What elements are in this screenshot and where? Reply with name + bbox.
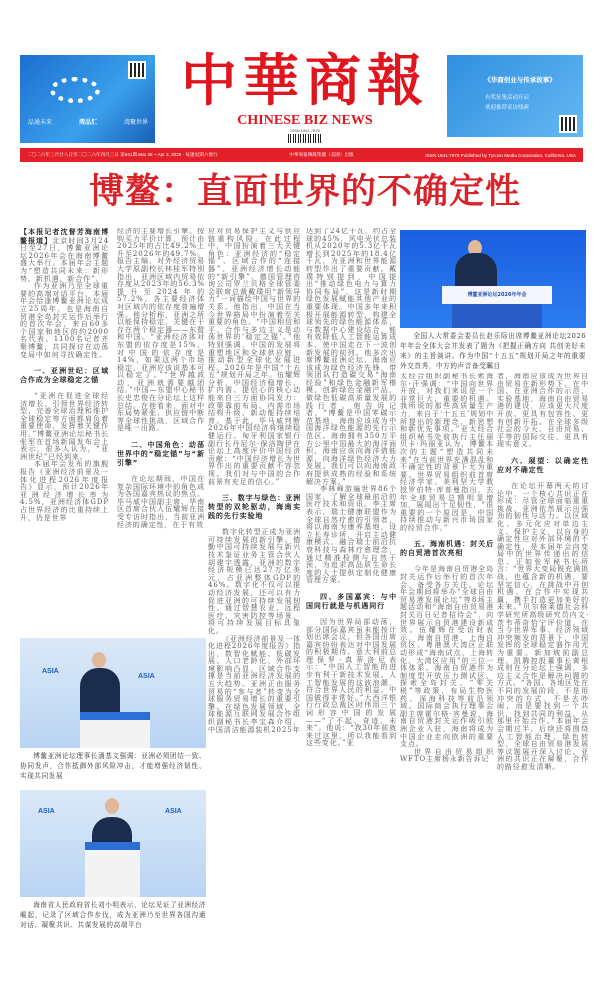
- section-heading-5: 五、海南机遇：封关后的自贸港首次亮相: [400, 540, 494, 558]
- paragraph: 经济的主要增长引擎。按购买力平价计算，预计由2025年的占比49.2%上升至2026年的49.7%。报告主编、对外经济贸易大学原副校长林桂军特别指出，亚洲区域内贸易依存度从2023年的56.3%提升至2024年的57.2%，各主要经济体对区域内的依存度普遍增强。他分析称，亚洲之所以能保持稳定，关键在于存在两个稳定器——东盟和中国。“亚洲经济体对东盟的依存度是15%，对中国的依存度是14%，如果这两个市场稳定，亚洲应该说基本可以稳定了。”“世界越波动，亚洲就需要越团结。”中国—东盟中心秘书长史忠俊在分论坛上这样总结。在他看来，面对中东局势紧张、供应链中断等全球性挑战，区域合作是唯一出路。: [117, 228, 205, 433]
- article-column-2: [117, 228, 205, 630]
- section-heading-1: 一、亚洲世纪：区域合作成为全球稳定之锚: [20, 367, 109, 385]
- paragraph: 李林峰游遍世界86个国家，了解全球最前沿的医疗技术和资讯。李主席表示，瑞士健康联盟作为全球自然疗愈的引领者，将以海南为康养基地，设立长寿诊所，开启主动健康模式，融合瑞士前沿抗衰科技与森林疗愈理念，通过精准检测与自然干预，为追求高品质生命长度的人士提供定制化健康管理方案。: [306, 485, 397, 585]
- asia-logo: ASIA: [42, 668, 59, 675]
- infinity-logo-icon: [50, 77, 100, 103]
- paragraph: 今年是海南自贸港全岛封关运作后举行的首次年会，备受各方关注。论坛年会期间将举办“全球自由贸易港发展论坛”等8场主题活动和“海南自由贸易港封关百日记者招待会”，向世界展示自贸港建设新成效。伍耀辉在受访时表示，海南自贸港、上海自贸区、粤港澳大湾区正联动形成“海南试点、上海转化、大湾区应用”的三位一体体系。海南自贸港作为制度型开放压力测试区，探索全岛封关、“零关税”等政策，布局生物医药、深海科技等前沿领域。国际商会执行理事会副主席霍尔格·宾曼说，海南自贸港封关运作吸引欧洲企业入驻，海南将成为中国企业走向欧洲的重要支点。: [400, 565, 494, 749]
- barcode-icon: [288, 134, 322, 143]
- paragraph-text: 北京时间3月24日至27日，博鳌亚洲论坛2026年会在海南博鳌盛大举行。本届年会主题为“塑造共同未来：新形势、新机遇、新合作”。: [20, 236, 109, 283]
- right-advertisement[interactable]: [447, 55, 583, 137]
- paragraph: 太经合组织副秘书长索海尔·汗强调：“中国向世界开放，对我们来说是一个非常巨大、重要的机遇。我所说的那些高质量生产力，来自于‘十五五’规划中所提出的新理念、新思想和新优先事项。”亚太经合组织秘书处前执行主任丽贝卡·玛丽亚认为，博鳌本次的主题“塑造共同未来”在当前世界充满混乱和不确定性的背景下尤为重要。世界贸易组织前首席经济学家、美利坚大学教授罗伯特·库普曼指出，去年全球贸易总额明显增加，展现出十足韧性，“很重要的一个原因是，中国持续推动与新兴市场国家的经贸合作。”: [400, 373, 494, 532]
- podium: [452, 304, 542, 328]
- photo-caption: 博鳌亚洲论坛理事长潘基文强调：亚洲必须团结一致、协同发声，合作抵御外部风险冲击，才能增强经济韧性、实现共同发展: [20, 752, 206, 780]
- asia-logo: ASIA: [38, 808, 55, 815]
- paragraph: 者，海南应该成为世界自由贸易在新形势下、在中国、在亚洲合作的示范、实验基地，海南自由贸易港的建设，应该更大尺度开放、更具有包容性、更有创新开拓。在全球多级社会的今天，自由贸易、平等的国际交往，更具有现实意义。: [497, 373, 589, 449]
- masthead-logo: 中華商報: [181, 50, 429, 112]
- qr-code-icon: [559, 115, 577, 133]
- podium-banner: 博鳌亚洲论坛2026年年会: [442, 286, 552, 304]
- speaker-head: [105, 798, 119, 814]
- section-heading-2: 二、中国角色：动荡世界中的“稳定锚”与“新引擎”: [117, 441, 205, 468]
- paragraph: 在论坛期间，中国在复杂国际环境中的角色成为各国嘉宾热议的焦点。毕马威中国副主席、华南区首席合伙人伍耀辉在接受专访时指出，当前亚洲经济的确定性，在于有效: [117, 475, 205, 529]
- paragraph: 数字化转型正成为亚洲可持续发展的新引擎。德勤中国可持续发展与新兴技术鉴证业务主管合伙人胡建宇透露，亚洲的数字经济规模已达27万亿美元，占亚洲整体GDP的46%。数字化不仅可以推动经济发展，还可以有力促进亚洲的可持续发展韧性。通过智慧农业、远程医疗、灾害防控等场景，将可持续发展目标具象化。: [208, 528, 301, 635]
- photo-zhao-leji: [400, 230, 586, 328]
- speaker-head: [92, 652, 106, 668]
- paragraph: “亚洲在促进全球经济增长、引领世界经济转型、完善全球治理和维护全球稳定等方面都肩负着重要使命，发挥着关键作用。”博鳌亚洲论坛秘书长张军在首场新闻发布会上表示，很多人认为，“亚洲世纪”已经到来。: [20, 392, 109, 461]
- masthead-english-title: CHINESE BIZ NEWS: [237, 113, 373, 128]
- issue-date: 二〇二六年三月廿八日至二〇二六年四月三日 第941期 Mar 28 ~ Apr 3, 2026 · 每逢星期六發行: [27, 152, 218, 157]
- headline: 博鳌：直面世界的不确定性: [88, 172, 521, 212]
- article-column-5: [400, 373, 494, 936]
- paragraph: 在论坛开幕两天的讨论中，一个核心共识正在形成：尽管全球面临重重挑战，亚洲依然展示出强劲的韧性与活力。以区域化、多元化应对单边主义、保护主义，以自身的确定性应对外部环境的不确定性，是本届年会向变局中的世界传递出的信息。正如张军秘书长所言：“世界大变局既充满挑战，也蕴含新的机遇，要坚定信心，在挑战中开创机遇，在合作中实现共赢，携手打造更加美好的未来。”贝尔格莱德社会科学研究所高级研究员内文·茨韦蒂奇恰宁评价道，在当今世界军事、经济领域冲突频发的背景下，中国发挥的全球稳定器作用尤为重要。新加坡前副总理、凯腾控股董事长黄根成则在分论坛上强调，多边主义合作是解决问题的方式。“各国、各地区处在不同的发展阶段，不是用冲突的方式，不是去吵闹，而是要找到一个共识，找到共同的利益，从那里开始合作。”本届年会会期过半，后续还将围绕人工智能治理、绿色转型、全球自由贸易港发展等议题展开深入讨论。亚洲的共识正在凝聚，合作的路径愈发清晰。: [497, 481, 589, 771]
- paragraph: 应对贸易保护主义与供应链重构风险。在此过程中，中国扮演着三大关键角色：亚洲经济的“稳定锚”、区域合作的“连接器”、亚洲经济增长动能的“新引擎”。德国管理咨询公司罗兰贝格全球管委会联席总裁戴璞用“新领导力”一词描绘中国与世界的关系。他指出，中国在当今世界格局中扮演着至关重要的角色。“中国相信和平、合作与多边主义是动荡世界的‘稳定之锚’。”他特别强调，中国的发展将重塑地区和全球供应链，推动新型全球化发展进程。2026年是中国“十五五”规划开局之年。伍耀辉分析，中国经济稳增长、扩内需、提信心的核心动能来自三方面协同发力：政策靠前布局、内需市场结构升级、新动能持续培育。基于此，毕马威判断2026年中国经济将继续稳健运行。匈牙利国家银行副行长丹尼尔·保洛陶伊在论坛上高度评价中国经济贡献：“中国经济增长为世界作出的重要贡献不容忽视。我们对与中国的合作前景有充足的信心。”: [208, 228, 301, 486]
- photo-caption: 全国人大常委会委员长赵乐际出席博鳌亚洲论坛2026年年会全体大会并发表了题为《把握正确方向 共创美好未来》的主旨演讲。作为中国“十五五”规划开局之年的重要外交首秀，中方的声音备受瞩目: [400, 332, 586, 370]
- asia-logo: ASIA: [138, 673, 155, 680]
- paragraph: 《亚洲经济前景及一体化进程2026年度报告》指出，数智化赋能、低碳发展、人口老龄化、外部环境影响凸显、区域合作支撑是当前亚洲经济发展的五大趋势。亚洲正由服务贸易的“参与者”转变为全球服务贸易增长的重要引擎。在绿色发展领域，全球能源互联网发展合作组织副秘书长李宝森介绍，中国清洁能源装机2025年: [208, 634, 301, 734]
- section-heading-6: 六、展望：以确定性应对不确定性: [497, 456, 589, 474]
- photo-liu-xiaoming: [20, 790, 206, 897]
- podium: [80, 712, 150, 748]
- section-heading-4: 四、多国嘉宾：与中国同行就是与机遇同行: [306, 592, 397, 610]
- qr-code-icon: [128, 61, 146, 79]
- barcode-issn: ISSN 1941-7878: [290, 128, 320, 133]
- ad-line-2: 欢迎推荐采访线索: [485, 105, 530, 111]
- ad-brand: 湾品汇: [78, 119, 97, 126]
- photo-caption: 海南省人民政府省长刘小明表示，论坛见证了亚洲经济崛起，记录了区域合作步伐，成为亚洲乃至世界各国沟通对话、凝聚共识、共谋发展的高端平台: [20, 901, 206, 929]
- article-column-1: [20, 228, 109, 630]
- podium: [85, 842, 140, 897]
- asia-logo: ASIA: [165, 808, 182, 815]
- paragraph: 作为亚洲乃至全球重要的高端对话平台，本届年会恰逢博鳌亚洲论坛成立25周年，也是海南自贸港全岛封关运作后举行的首次年会，来自60多个国家和地区的约2000名代表、1100名记者齐聚博鳌，共同探讨在动荡变局中如何寻找确定性。: [20, 282, 109, 359]
- ad-title: 《华商创业与传承故事》: [484, 76, 556, 84]
- section-heading-3: 三、数字与绿色：亚洲转型的双轮驱动，海南实践的先行实验地: [208, 494, 301, 521]
- photo-ban-ki-moon: [20, 638, 206, 748]
- article-column-3: [208, 228, 301, 936]
- publisher: 中華商報傳媒集團（美國）出版: [289, 152, 354, 157]
- issn-info: ISSN 1941-7878 Published by Tycoon Media Corporation, California, USA: [425, 152, 576, 158]
- lead-paragraph: [20, 228, 109, 283]
- article-column-4: [306, 228, 397, 936]
- left-advertisement[interactable]: [20, 55, 155, 143]
- article-column-6: [497, 373, 589, 936]
- byline: 【本报记者沈督芳海南博鳌报道】: [20, 228, 109, 245]
- ad-slogan-left: 品通未来: [28, 119, 53, 126]
- paragraph: 达到了24亿千瓦，约占全球的45%，风电光伏总装机从2020年的5.3亿千瓦增长到2025年的18.4亿千瓦，为亚洲和世界能源转型作出了重要贡献。戴璞特别提到，中国提出“推动绿色电力与算力协同布局”，这是新时期绿色发展赋能其他产业的重要体现。中国多年来积极开展能源转型，构建全球领先的绿色能源体系，与数据中心建设结合，能有效降低人工智能运算成本，使中国走在下一波创新发展的前列。他多次出席博鳌亚洲论坛，海南应该成为绿色经济先锋，带领团队打造碳交易“海南经验”和绿色金融新军楷模，创新绿色金融产品，做绿色低碳高质量发展的践行者。他告诉记者，“博鳌是中国零碳示范基地，海南应该成为中国海洋绿色能源的先行示范区。海南拥有350万平方公里中国最大的海洋面积，海南应该向海洋借能源，向海洋绿色经济大力发展。我们可以向海南政府提供成熟的经验和系统解决方案。”: [306, 228, 397, 486]
- paragraph: 因为世界局部动荡，部分国际嘉宾虽未能按计划出席会议，但各国出席嘉宾纷纷表达对中国发展的积极期待。意大利前总理保罗·真蒂洛尼表示：“中国人工智能的进步有利于新技术发展。人工智能发展的这波浪潮，符合世界人民的利益。中国做得非常好。”大西洋银行行政总裁区时伟用三个词形容中国的发展——“了不起、奇迹、未来”。他说：“我30年前就来过这里，所以我能看到这些变化。”亚: [306, 617, 397, 748]
- ad-slogan-right: 湾聚世界: [123, 119, 148, 126]
- paragraph: 世界自由贸易组织WFTO主席杨永新告诉记: [400, 747, 494, 764]
- ad-line-1: 有奖征集活动开启: [485, 95, 530, 101]
- issue-info-bar: [20, 148, 583, 162]
- paragraph: 本届年会发布的旗舰报告《亚洲经济前景及一体化进程2026年度报告》显示，预计2026年亚洲经济增长率为4.5%，亚洲经济体GDP占世界经济的比重持续上升，仍是世界: [20, 460, 109, 522]
